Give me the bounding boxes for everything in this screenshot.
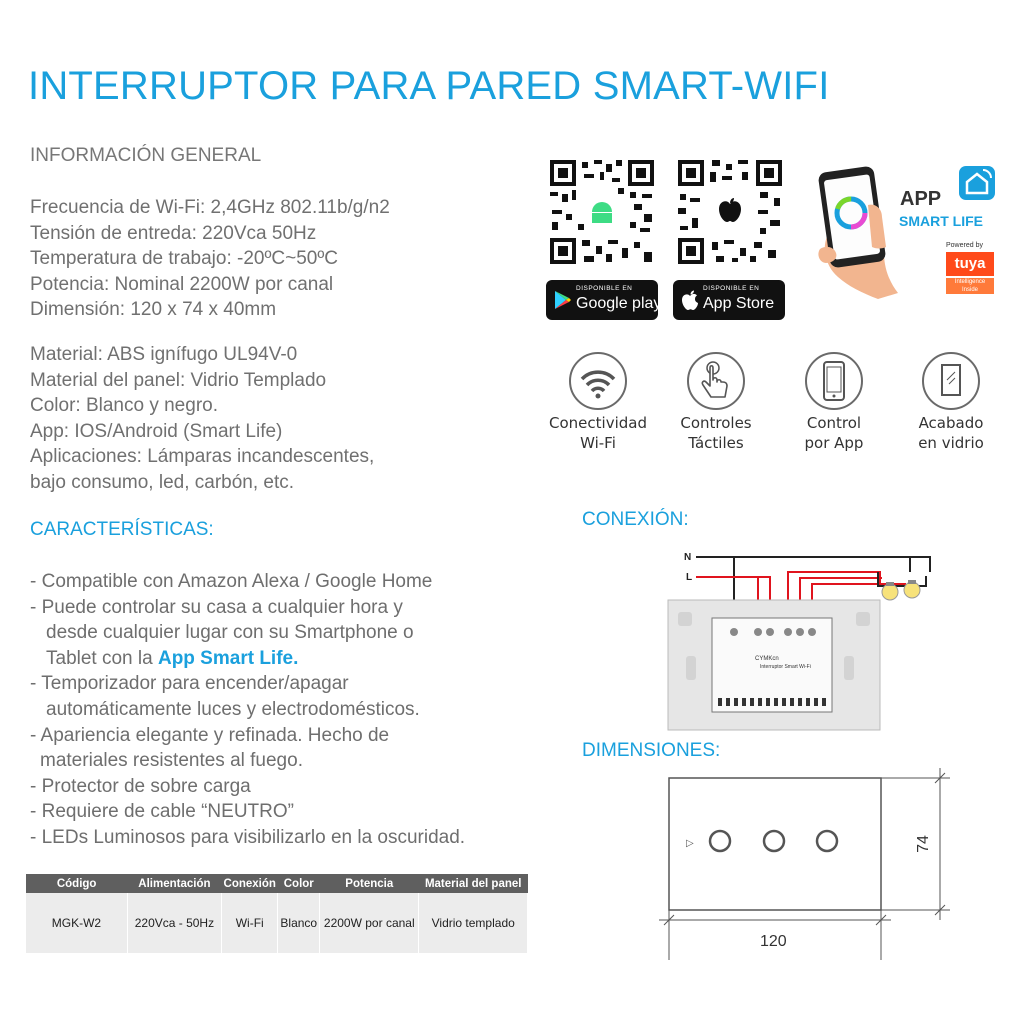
material-line: Color: Blanco y negro.	[30, 395, 218, 416]
table-cell: Wi-Fi	[222, 893, 278, 953]
touch-hand-icon	[689, 354, 743, 408]
module-brand: CYMKcn	[755, 656, 779, 662]
feature-line: - Apariencia elegante y refinada. Hecho de	[30, 724, 390, 746]
app-smart-life-link[interactable]: App Smart Life.	[157, 647, 299, 669]
product-spec-table	[26, 874, 528, 953]
feature-line-text: Tablet con la	[46, 647, 158, 669]
feature-caption-touch: Controles Táctiles	[680, 414, 752, 452]
smart-life-label: SMART LIFE	[899, 213, 983, 229]
material-line: App: IOS/Android (Smart Life)	[30, 420, 283, 442]
dimensions-heading: DIMENSIONES:	[582, 740, 721, 761]
table-cell: Blanco	[278, 893, 320, 953]
android-qr-code-icon[interactable]	[548, 158, 656, 266]
feature-line: - Requiere de cable “NEUTRO”	[30, 801, 294, 823]
intelligence-inside-label: Intelligence Inside	[946, 278, 994, 294]
live-label: L	[686, 572, 693, 583]
table-row	[26, 893, 528, 953]
table-header-cell: Alimentación	[127, 874, 221, 893]
feature-glass-circle	[922, 352, 980, 410]
table-header-cell: Material del panel	[419, 874, 528, 893]
feature-caption-glass: Acabado en vidrio	[918, 414, 984, 452]
features-heading: CARACTERÍSTICAS:	[30, 519, 214, 540]
feature-line: - Temporizador para encender/apagar	[30, 673, 349, 695]
app-store-badge[interactable]	[673, 280, 785, 320]
tuya-badge	[946, 242, 994, 294]
glass-panel-icon	[924, 354, 978, 408]
material-line: Aplicaciones: Lámparas incandescentes,	[30, 446, 375, 467]
feature-wifi-circle	[569, 352, 627, 410]
feature-line: - LEDs Luminosos para visibilizarlo en la oscuridad.	[30, 826, 466, 848]
wiring-diagram	[660, 548, 950, 736]
module-title: Interruptor Smart Wi-Fi	[760, 664, 811, 670]
google-play-label: Google play	[576, 295, 662, 312]
ios-qr-code-icon[interactable]	[676, 158, 784, 266]
table-cell: 2200W por canal	[320, 893, 419, 953]
feature-line: desde cualquier lugar con su Smartphone o	[46, 622, 414, 644]
feature-line: - Compatible con Amazon Alexa / Google Home	[30, 571, 433, 592]
app-store-label: App Store	[703, 295, 775, 312]
powered-by-label: Powered by	[946, 242, 983, 249]
height-dimension-label: 74	[915, 835, 932, 853]
feature-line: materiales resistentes al fuego.	[40, 750, 303, 772]
feature-caption-app: Control por App	[804, 414, 864, 452]
page-title: INTERRUPTOR PARA PARED SMART-WIFI	[28, 64, 830, 108]
spec-line: Temperatura de trabajo: -20ºC~50ºC	[30, 248, 339, 269]
neutral-label: N	[684, 552, 692, 563]
material-line: Material: ABS ignífugo UL94V-0	[30, 344, 298, 365]
wifi-icon	[571, 354, 625, 408]
features-list	[30, 569, 465, 851]
table-header-cell: Potencia	[320, 874, 419, 893]
spec-line: Dimensión: 120 x 74 x 40mm	[30, 299, 277, 320]
general-info-heading: INFORMACIÓN GENERAL	[30, 145, 262, 166]
table-cell: Vidrio templado	[419, 893, 528, 953]
tuya-logo: tuya	[946, 252, 994, 276]
spec-line: Frecuencia de Wi-Fi: 2,4GHz 802.11b/g/n2	[30, 197, 390, 218]
feature-line-app	[30, 646, 465, 672]
table-header-row	[26, 874, 528, 893]
feature-caption-wifi: Conectividad Wi-Fi	[549, 414, 647, 452]
table-cell: 220Vca - 50Hz	[127, 893, 221, 953]
app-store-small-label: DISPONIBLE EN	[703, 285, 760, 292]
connection-heading: CONEXIÓN:	[582, 509, 689, 530]
table-cell: MGK-W2	[26, 893, 127, 953]
material-line: Material del panel: Vidrio Templado	[30, 369, 327, 391]
feature-touch-circle	[687, 352, 745, 410]
materials-list	[30, 342, 374, 495]
app-label: APP	[900, 188, 942, 210]
feature-line: - Protector de sobre carga	[30, 775, 251, 797]
arrow-indicator-icon: ▷	[686, 838, 694, 849]
google-play-icon	[554, 290, 572, 310]
feature-line: - Puede controlar su casa a cualquier hora y	[30, 596, 403, 618]
hand-holding-phone-image	[818, 165, 902, 300]
smart-home-icon	[958, 165, 996, 201]
width-dimension-label: 120	[760, 933, 787, 950]
material-line: bajo consumo, led, carbón, etc.	[30, 471, 295, 493]
specs-list	[30, 195, 390, 323]
spec-line: Potencia: Nominal 2200W por canal	[30, 273, 334, 295]
google-play-small-label: DISPONIBLE EN	[576, 285, 633, 292]
table-header-cell: Color	[278, 874, 320, 893]
apple-icon	[681, 289, 699, 311]
feature-line: automáticamente luces y electrodomésticos.	[46, 698, 420, 720]
feature-app-circle	[805, 352, 863, 410]
google-play-badge[interactable]	[546, 280, 662, 320]
spec-line: Tensión de entreda: 220Vca 50Hz	[30, 222, 317, 244]
table-header-cell: Conexión	[222, 874, 278, 893]
dimensions-diagram	[650, 766, 960, 976]
table-header-cell: Código	[26, 874, 127, 893]
phone-icon	[807, 354, 861, 408]
